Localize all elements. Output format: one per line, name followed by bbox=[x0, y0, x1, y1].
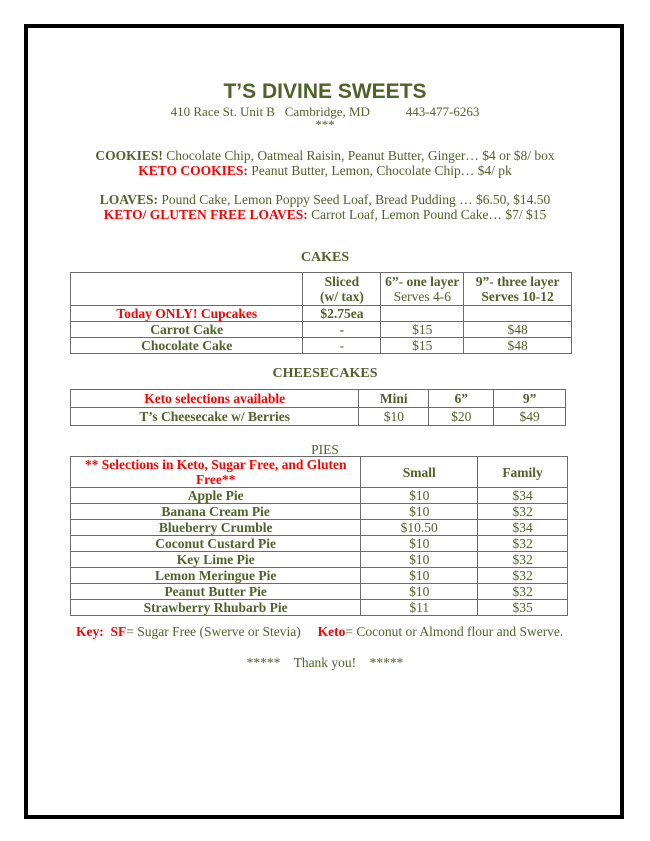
cake-name: Carrot Cake bbox=[71, 322, 303, 338]
pie-name: Key Lime Pie bbox=[71, 552, 361, 568]
cake-six bbox=[381, 306, 464, 322]
cake-sliced: $2.75ea bbox=[303, 306, 381, 322]
cheesecake-name: T’s Cheesecake w/ Berries bbox=[71, 408, 359, 426]
cake-six: $15 bbox=[381, 338, 464, 354]
cakes-table bbox=[70, 272, 572, 354]
cake-sliced: - bbox=[303, 338, 381, 354]
table-row bbox=[71, 457, 568, 488]
table-row bbox=[71, 504, 568, 520]
keto-cookies-line bbox=[0, 163, 650, 179]
cake-nine: $48 bbox=[464, 322, 572, 338]
key-sf: SF bbox=[110, 624, 127, 639]
nine-inch-header: 9” bbox=[494, 390, 566, 408]
pie-family: $34 bbox=[478, 488, 568, 504]
pie-family: $32 bbox=[478, 568, 568, 584]
table-row bbox=[71, 273, 572, 306]
keto-loaves-line bbox=[0, 207, 650, 223]
address: 410 Race St. Unit B bbox=[170, 104, 275, 119]
pie-small: $10 bbox=[361, 552, 478, 568]
pie-name: Banana Cream Pie bbox=[71, 504, 361, 520]
cheesecake-nine: $49 bbox=[494, 408, 566, 426]
cake-nine: $48 bbox=[464, 338, 572, 354]
keto-note: Keto selections available bbox=[71, 390, 359, 408]
pie-name: Peanut Butter Pie bbox=[71, 584, 361, 600]
keto-cookies-label: KETO COOKIES: bbox=[138, 163, 248, 178]
pie-small: $10 bbox=[361, 584, 478, 600]
pies-table bbox=[70, 456, 568, 616]
key-legend bbox=[76, 624, 563, 640]
table-row bbox=[71, 520, 568, 536]
table-row bbox=[71, 584, 568, 600]
sliced-header: Sliced (w/ tax) bbox=[303, 273, 381, 306]
pie-small: $10.50 bbox=[361, 520, 478, 536]
business-title: T’S DIVINE SWEETS bbox=[223, 80, 427, 103]
six-inch-header: 6” bbox=[429, 390, 494, 408]
cookies-line bbox=[0, 148, 650, 164]
key-label: Key: bbox=[76, 624, 104, 639]
pie-small: $10 bbox=[361, 536, 478, 552]
loaves-label: LOAVES: bbox=[99, 192, 159, 207]
table-row bbox=[71, 600, 568, 616]
phone: 443-477-6263 bbox=[405, 104, 480, 119]
table-row bbox=[71, 306, 572, 322]
table-row bbox=[71, 322, 572, 338]
pie-name: Coconut Custard Pie bbox=[71, 536, 361, 552]
city: Cambridge, MD bbox=[284, 104, 370, 119]
table-row bbox=[71, 488, 568, 504]
cake-name: Today ONLY! Cupcakes bbox=[71, 306, 303, 322]
pie-family: $32 bbox=[478, 584, 568, 600]
pie-name: Blueberry Crumble bbox=[71, 520, 361, 536]
pie-small: $10 bbox=[361, 568, 478, 584]
pie-family: $34 bbox=[478, 520, 568, 536]
pie-small: $11 bbox=[361, 600, 478, 616]
cookies-label: COOKIES! bbox=[95, 148, 163, 163]
cake-sliced: - bbox=[303, 322, 381, 338]
mini-header: Mini bbox=[359, 390, 429, 408]
thank-you-footer: ***** Thank you! ***** bbox=[246, 655, 404, 670]
cheesecakes-table bbox=[70, 389, 566, 426]
table-row bbox=[71, 568, 568, 584]
six-inch-header: 6”- one layer Serves 4-6 bbox=[381, 273, 464, 306]
table-cell bbox=[71, 273, 303, 306]
cheesecake-six: $20 bbox=[429, 408, 494, 426]
cookies-text: Chocolate Chip, Oatmeal Raisin, Peanut Butter, Ginger… $4 or $8/ box bbox=[166, 148, 555, 163]
pie-family: $35 bbox=[478, 600, 568, 616]
key-keto-text: = Coconut or Almond flour and Swerve. bbox=[345, 624, 564, 639]
pie-small: $10 bbox=[361, 504, 478, 520]
pie-family: $32 bbox=[478, 552, 568, 568]
pie-name: Lemon Meringue Pie bbox=[71, 568, 361, 584]
cake-six: $15 bbox=[381, 322, 464, 338]
loaves-line bbox=[0, 192, 650, 208]
cheesecake-mini: $10 bbox=[359, 408, 429, 426]
keto-loaves-label: KETO/ GLUTEN FREE LOAVES: bbox=[103, 207, 308, 222]
pies-heading: PIES bbox=[311, 442, 339, 457]
nine-inch-header: 9”- three layer Serves 10-12 bbox=[464, 273, 572, 306]
key-sf-text: = Sugar Free (Swerve or Stevia) bbox=[126, 624, 301, 639]
keto-loaves-text: Carrot Loaf, Lemon Pound Cake… $7/ $15 bbox=[311, 207, 547, 222]
pie-family: $32 bbox=[478, 536, 568, 552]
table-row bbox=[71, 552, 568, 568]
table-row bbox=[71, 338, 572, 354]
pies-note: ** Selections in Keto, Sugar Free, and Gluten Free** bbox=[71, 457, 361, 488]
cake-nine bbox=[464, 306, 572, 322]
table-row bbox=[71, 408, 566, 426]
family-header: Family bbox=[478, 457, 568, 488]
key-keto: Keto bbox=[317, 624, 346, 639]
cake-name: Chocolate Cake bbox=[71, 338, 303, 354]
table-row bbox=[71, 536, 568, 552]
loaves-text: Pound Cake, Lemon Poppy Seed Loaf, Bread Pudding … $6.50, $14.50 bbox=[161, 192, 551, 207]
small-header: Small bbox=[361, 457, 478, 488]
cheesecakes-heading: CHEESECAKES bbox=[272, 366, 378, 381]
stars-divider: *** bbox=[315, 117, 335, 132]
cakes-heading: CAKES bbox=[300, 250, 350, 265]
keto-cookies-text: Peanut Butter, Lemon, Chocolate Chip… $4/ pk bbox=[251, 163, 512, 178]
pie-name: Strawberry Rhubarb Pie bbox=[71, 600, 361, 616]
pie-family: $32 bbox=[478, 504, 568, 520]
table-row bbox=[71, 390, 566, 408]
pie-small: $10 bbox=[361, 488, 478, 504]
pie-name: Apple Pie bbox=[71, 488, 361, 504]
